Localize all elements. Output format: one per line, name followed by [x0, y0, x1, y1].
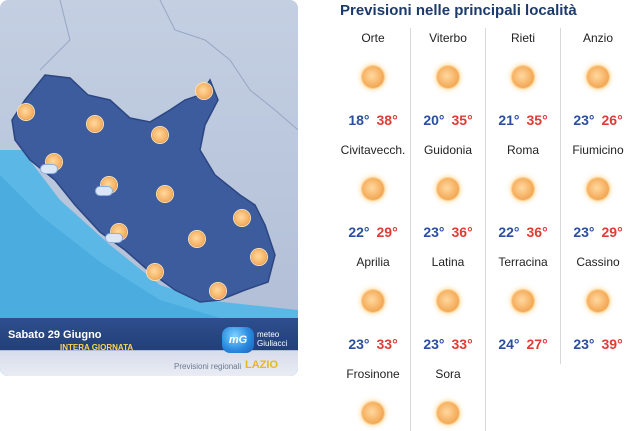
min-temp: 22° [498, 224, 520, 240]
city-card-cassino [561, 252, 635, 364]
city-name: Terracina [498, 255, 548, 269]
city-name: Frosinone [346, 367, 400, 381]
city-name: Fiumicino [572, 143, 624, 157]
map-sun-icon [189, 231, 205, 247]
sunny-icon [437, 290, 459, 312]
max-temp: 36° [526, 224, 548, 240]
map-sun-icon [147, 264, 163, 280]
min-temp: 21° [498, 112, 520, 128]
regional-map [0, 0, 298, 376]
map-caption: Previsioni regionali [174, 362, 242, 371]
city-card-rieti [486, 28, 561, 140]
city-card-terracina [486, 252, 561, 364]
map-sun-icon [196, 83, 212, 99]
city-name: Orte [361, 31, 385, 45]
min-temp: 23° [348, 336, 370, 352]
city-card-civitavecchia [336, 140, 411, 252]
min-temp: 23° [423, 336, 445, 352]
sunny-icon [512, 290, 534, 312]
city-name: Aprilia [356, 255, 390, 269]
city-name: Civitavecch. [340, 143, 406, 157]
sunny-icon [362, 402, 384, 424]
city-card-sora [411, 364, 486, 431]
max-temp: 35° [451, 112, 473, 128]
city-name: Anzio [582, 31, 614, 45]
max-temp: 26° [601, 112, 623, 128]
min-temp: 18° [348, 112, 370, 128]
map-cloud-icon [95, 186, 113, 196]
forecast-date: Sabato 29 Giugno [8, 329, 102, 341]
min-temp: 23° [573, 112, 595, 128]
map-sun-icon [87, 116, 103, 132]
max-temp: 29° [601, 224, 623, 240]
city-card-guidonia [411, 140, 486, 252]
map-sun-icon [210, 283, 226, 299]
city-name: Roma [506, 143, 539, 157]
brand-name: meteo Giuliacci [257, 330, 288, 348]
city-card-viterbo [411, 28, 486, 140]
meteo-giuliacci-logo: mG [222, 327, 254, 353]
city-card-orte [336, 28, 411, 140]
city-card-aprilia [336, 252, 411, 364]
sunny-icon [587, 178, 609, 200]
min-temp: 22° [348, 224, 370, 240]
max-temp: 29° [376, 224, 398, 240]
map-cloud-icon [40, 164, 58, 174]
sunny-icon [437, 66, 459, 88]
sunny-icon [512, 178, 534, 200]
city-name: Cassino [576, 255, 620, 269]
max-temp: 35° [526, 112, 548, 128]
min-temp: 23° [423, 224, 445, 240]
city-card-roma [486, 140, 561, 252]
sunny-icon [512, 66, 534, 88]
map-sun-icon [18, 104, 34, 120]
map-sun-icon [251, 249, 267, 265]
min-temp: 24° [498, 336, 520, 352]
city-name: Sora [435, 367, 461, 381]
region-name: LAZIO [245, 359, 278, 371]
sunny-icon [362, 290, 384, 312]
max-temp: 38° [376, 112, 398, 128]
sunny-icon [362, 178, 384, 200]
map-sun-icon [152, 127, 168, 143]
forecast-period: INTERA GIORNATA [60, 343, 134, 352]
city-card-fiumicino [561, 140, 635, 252]
max-temp: 33° [451, 336, 473, 352]
max-temp: 36° [451, 224, 473, 240]
min-temp: 20° [423, 112, 445, 128]
forecast-title: Previsioni nelle principali località [340, 2, 577, 19]
city-name: Latina [431, 255, 465, 269]
sunny-icon [587, 66, 609, 88]
sunny-icon [362, 66, 384, 88]
min-temp: 23° [573, 224, 595, 240]
max-temp: 27° [526, 336, 548, 352]
city-card-frosinone [336, 364, 411, 431]
map-cloud-icon [105, 233, 123, 243]
city-card-latina [411, 252, 486, 364]
map-sun-icon [157, 186, 173, 202]
map-sun-icon [234, 210, 250, 226]
city-name: Rieti [510, 31, 535, 45]
min-temp: 23° [573, 336, 595, 352]
max-temp: 39° [601, 336, 623, 352]
max-temp: 33° [376, 336, 398, 352]
city-card-anzio [561, 28, 635, 140]
sunny-icon [437, 402, 459, 424]
sunny-icon [437, 178, 459, 200]
sunny-icon [587, 290, 609, 312]
city-name: Guidonia [423, 143, 473, 157]
city-name: Viterbo [429, 31, 467, 45]
